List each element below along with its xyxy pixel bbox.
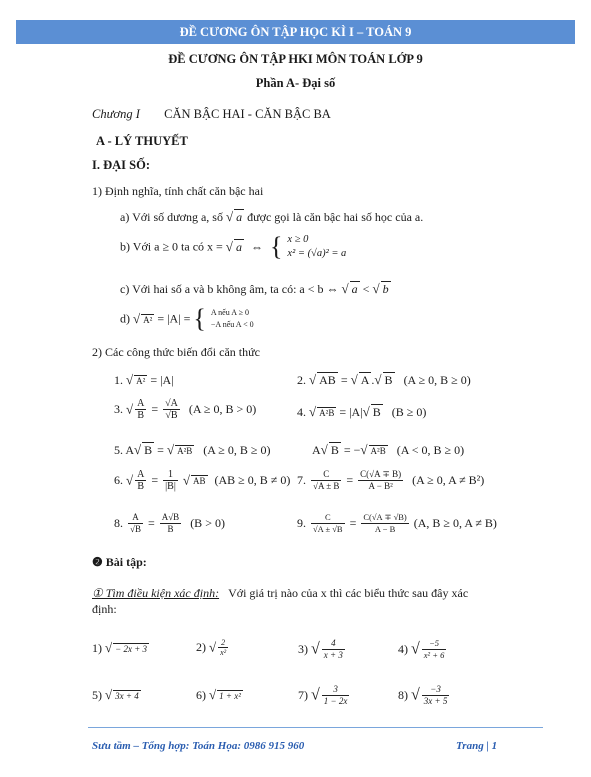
exercise-item-4: 4) √ $\frac{-5}{\text{x² + 6}}$ <box>398 638 445 660</box>
formula-5-condition: (A ≥ 0, B ≥ 0) <box>203 443 271 457</box>
formula-7: 7. $\frac{C}{√A \pm B}$ = $\frac{C(√A \mp B)}{\text{A − B²}}$ (A ≥ 0, A ≠ B²) <box>297 469 485 491</box>
exercise-item-3-number: 3) <box>298 642 308 656</box>
definition-d: d) √ A² = |A| = { A nếu A ≥ 0 −A nếu A < 0 <box>120 304 254 333</box>
exercise-1-line-1 <box>92 586 468 601</box>
exercise-item-3: 3) √ $\frac{4}{x + 3}$ <box>298 638 343 660</box>
definition-b-prefix: b) Với a ≥ 0 ta có x = <box>120 239 223 254</box>
definition-d-prefix: d) <box>120 311 130 326</box>
formula-3: 3. √ $\frac{A}{B}$ = $\frac{√A}{√B}$ (A ≥ 0, B > 0) <box>114 398 257 421</box>
definition-a: a) Với số dương a, số √ a được gọi là căn bậc hai số học của a. <box>120 209 424 224</box>
formula-4-number: 4. <box>297 405 306 419</box>
chapter-label: Chương I <box>92 107 140 121</box>
exercise-item-6: 6) √ 1 + x² <box>196 687 241 702</box>
formula-8-number: 8. <box>114 516 123 530</box>
formula-6-number: 6. <box>114 473 123 487</box>
formula-4: 4. √ A²B = |A|√ B (B ≥ 0) <box>297 404 427 419</box>
exercise-heading: ❷ Bài tập: <box>92 555 147 569</box>
exercise-1-text: Với giá trị nào của x thì các biểu thức sau đây xác <box>228 586 469 600</box>
formula-9: 9. $\frac{C}{√A \pm √B}$ = $\frac{C(√A \mp √B)}{A - B}$ (A, B ≥ 0, A ≠ B) <box>297 512 497 534</box>
section-i-heading: I. ĐẠI SỐ: <box>92 158 150 172</box>
exercise-1-label: ① Tìm điều kiện xác định: <box>92 586 220 600</box>
exercise-item-5: 5) √ 3x + 4 <box>92 687 139 702</box>
definition-a-prefix: a) Với số dương a, số <box>120 210 223 224</box>
chapter-heading <box>92 107 331 122</box>
definition-b: b) Với a ≥ 0 ta có x = √ a ⇔ { x ≥ 0 x² = (√a)² = a <box>120 232 347 261</box>
exercise-item-7: 7) √ $\frac{3}{1 - 2x}$ <box>298 684 348 706</box>
formula-9-condition: (A, B ≥ 0, A ≠ B) <box>413 516 497 530</box>
page-number: Trang | 1 <box>456 740 498 752</box>
formula-5b: A√ B = −√ A²B (A < 0, B ≥ 0) <box>312 442 465 457</box>
exercise-item-2-number: 2) <box>196 640 206 654</box>
formula-7-number: 7. <box>297 473 306 487</box>
formula-3-condition: (A ≥ 0, B > 0) <box>188 402 257 416</box>
chapter-name: CĂN BẬC HAI - CĂN BẬC BA <box>164 107 331 121</box>
exercise-item-5-number: 5) <box>92 688 102 702</box>
formulas-title: 2) Các công thức biến đổi căn thức <box>92 345 260 359</box>
formula-6-condition: (AB ≥ 0, B ≠ 0) <box>214 473 291 487</box>
formula-2-condition: (A ≥ 0, B ≥ 0) <box>403 373 471 387</box>
formula-1: 1. √ A² = |A| <box>114 372 174 387</box>
header-banner: ĐỀ CƯƠNG ÔN TẬP HỌC KÌ I – TOÁN 9 <box>16 20 575 44</box>
part-title: Phần A- Đại số <box>255 76 336 90</box>
definition-title: 1) Định nghĩa, tính chất căn bậc hai <box>92 184 264 198</box>
formula-6: 6. √ $\frac{A}{B}$ = $\frac{1}{|B|}$ √ AB (AB ≥ 0, B ≠ 0) <box>114 469 291 492</box>
exercise-item-1: 1) √ − 2x + 3 <box>92 640 148 655</box>
formula-8: 8. $\frac{A}{√B}$ = $\frac{A√B}{B}$ (B > 0) <box>114 512 225 534</box>
footer-divider <box>88 727 543 728</box>
formula-5-number: 5. <box>114 443 123 457</box>
formula-5: 5. A√ B = √ A²B (A ≥ 0, B ≥ 0) <box>114 442 271 457</box>
definition-c-prefix: c) Với hai số a và b không âm, ta có: a < b ⇔ <box>120 282 339 296</box>
definition-c: c) Với hai số a và b không âm, ta có: a < b ⇔ √ a < √ b <box>120 281 389 296</box>
exercise-item-8: 8) √ $\frac{-3}{3x + 5}$ <box>398 684 448 706</box>
document-title: ĐỀ CƯƠNG ÔN TẬP HKI MÔN TOÁN LỚP 9 <box>168 52 423 66</box>
formula-3-number: 3. <box>114 402 123 416</box>
exercise-item-2: 2) √ $\frac{2}{\text{x²}}$ <box>196 638 227 657</box>
exercise-item-7-number: 7) <box>298 688 308 702</box>
formula-1-number: 1. <box>114 373 123 387</box>
formula-4-condition: (B ≥ 0) <box>391 405 427 419</box>
exercise-item-6-number: 6) <box>196 688 206 702</box>
exercise-item-1-number: 1) <box>92 641 102 655</box>
exercise-item-8-number: 8) <box>398 688 408 702</box>
formula-8-condition: (B > 0) <box>190 516 225 530</box>
definition-a-suffix: được gọi là căn bậc hai số học của a. <box>247 210 424 224</box>
exercise-1-line-2: định: <box>92 602 117 616</box>
formula-9-number: 9. <box>297 516 306 530</box>
footer-credit: Sưu tầm – Tổng hợp: Toán Họa: 0986 915 960 <box>92 740 305 752</box>
exercise-item-4-number: 4) <box>398 642 408 656</box>
formula-2: 2. √ AB = √ A .√ B (A ≥ 0, B ≥ 0) <box>297 372 471 387</box>
formula-2-number: 2. <box>297 373 306 387</box>
section-a-heading: A - LÝ THUYẾT <box>96 134 188 148</box>
formula-7-condition: (A ≥ 0, A ≠ B²) <box>412 473 485 487</box>
formula-5b-condition: (A < 0, B ≥ 0) <box>396 443 465 457</box>
